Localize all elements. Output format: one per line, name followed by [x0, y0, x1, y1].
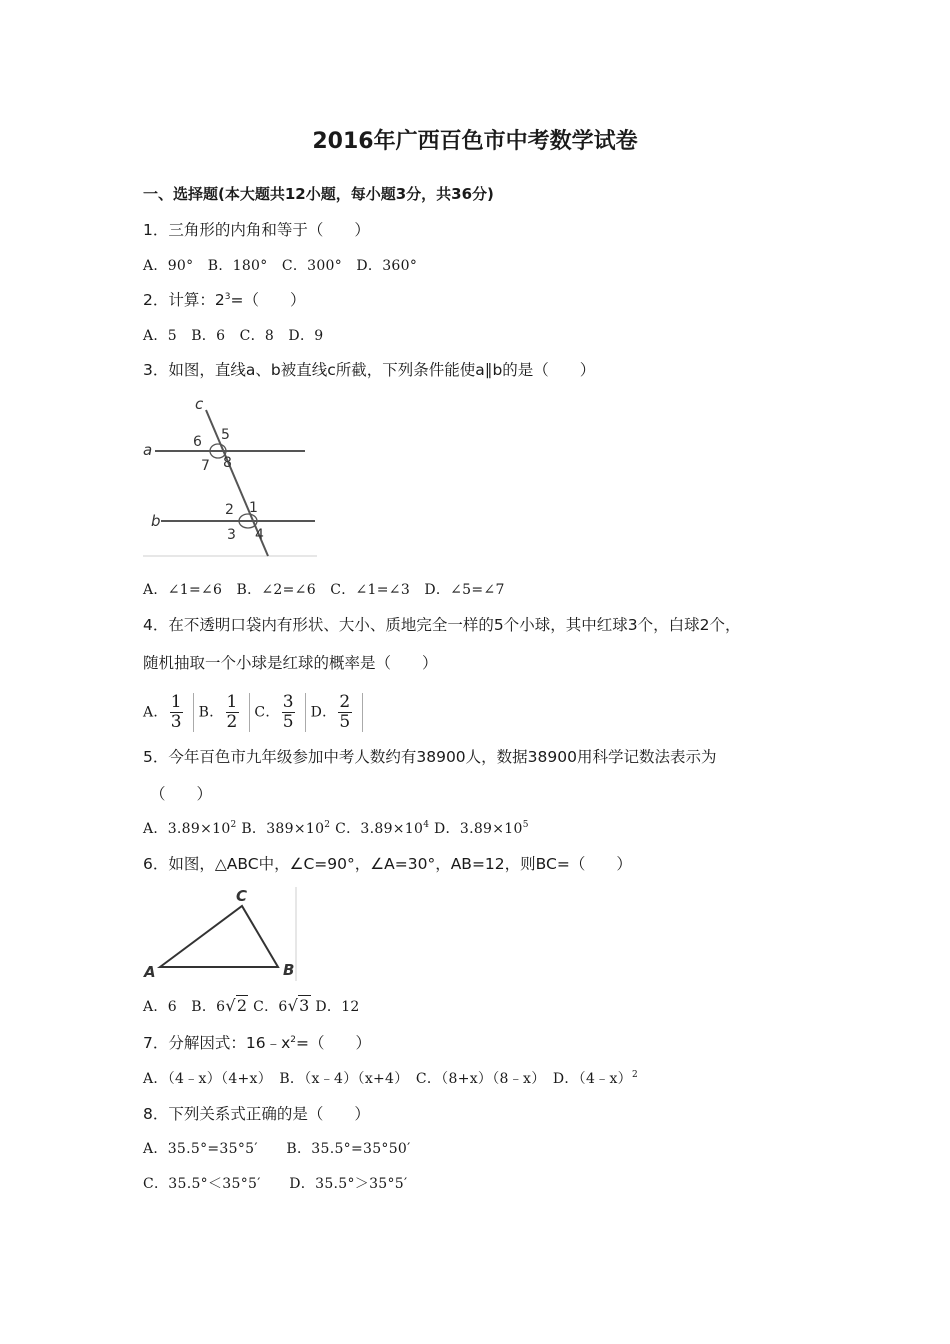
label-a: a — [143, 441, 153, 459]
question-6-stem: 6．如图，△ABC中，∠C=90°，∠A=30°，AB=12，则BC=（ ） — [143, 855, 632, 873]
angle-label-7: 7 — [201, 458, 210, 474]
vertex-label-c: C — [236, 887, 248, 905]
sqrt-3: √3 — [287, 996, 310, 1015]
angle-label-4: 4 — [255, 527, 264, 543]
fraction-one-third: $\frac{1}{3}$ — [170, 692, 182, 732]
question-7-options: A．（4﹣x）（4+x） B．（x﹣4）（x+4） C．（8+x）（8﹣x） D．（4﹣x）$^2$ — [143, 1070, 638, 1087]
angle-label-1: 1 — [249, 500, 258, 516]
page-title: 2016年广西百色市中考数学试卷 — [312, 129, 638, 154]
fraction-one-half: $\frac{1}{2}$ — [226, 692, 238, 732]
angle-label-8: 8 — [223, 455, 232, 471]
label-c: c — [195, 395, 204, 413]
triangle-abc — [160, 906, 278, 967]
angle-label-2: 2 — [225, 502, 234, 518]
angle-label-6: 6 — [193, 434, 202, 450]
question-3-stem: 3．如图，直线a、b被直线c所截，下列条件能使a∥b的是（ ） — [143, 361, 596, 379]
question-2-stem: 2．计算：$2^3=$（ ） — [143, 291, 306, 309]
fraction-two-fifths: $\frac{2}{5}$ — [339, 692, 351, 732]
angle-label-5: 5 — [221, 427, 230, 443]
question-6-options: A．6 B．6√2 C．6√3 D．12 — [143, 996, 360, 1015]
question-4-stem-line2: 随机抽取一个小球是红球的概率是（ ） — [143, 654, 438, 672]
question-8-options-row1: A．35.5°=35°5′ B．35.5°=35°50′ — [143, 1141, 411, 1157]
right-triangle-figure — [143, 885, 299, 983]
parallel-lines-figure — [143, 393, 321, 559]
question-8-options-row2: C．35.5°＜35°5′ D．35.5°＞35°5′ — [143, 1176, 408, 1192]
question-5-stem: 5．今年百色市九年级参加中考人数约有38900人，数据38900用科学记数法表示为 — [143, 748, 717, 766]
question-7-stem: 7．分解因式：$16﹣x^2=$（ ） — [143, 1034, 371, 1052]
question-5-paren: （ ） — [150, 785, 213, 803]
vertex-label-a: A — [144, 963, 156, 981]
question-1-options: A．90° B．180° C．300° D．360° — [143, 258, 418, 274]
question-3-options: A．∠1=∠6 B．∠2=∠6 C．∠1=∠3 D．∠5=∠7 — [143, 582, 505, 598]
question-8-stem: 8．下列关系式正确的是（ ） — [143, 1105, 370, 1123]
question-4-stem-line1: 4．在不透明口袋内有形状、大小、质地完全一样的5个小球，其中红球3个，白球2个， — [143, 616, 741, 634]
vertex-label-b: B — [283, 961, 295, 979]
sqrt-2: √2 — [225, 996, 248, 1015]
fraction-three-fifths: $\frac{3}{5}$ — [282, 692, 294, 732]
question-2-options: A．5 B．6 C．8 D．9 — [143, 328, 324, 344]
section-heading: 一、选择题(本大题共12小题，每小题3分，共36分) — [143, 185, 494, 203]
question-4-options: A． $\frac{1}{3}$ B． $\frac{1}{2}$ C． $\frac{3}{5}$ D． $\frac{2}{5}$ — [143, 693, 363, 732]
angle-label-3: 3 — [227, 527, 236, 543]
label-b: b — [151, 512, 161, 530]
question-5-options: A．$3.89\times 10^2$ B．$389\times 10^2$ C．$3.89\times 10^4$ D．$3.89\times 10^5$ — [143, 820, 529, 837]
question-1-stem: 1．三角形的内角和等于（ ） — [143, 221, 370, 239]
